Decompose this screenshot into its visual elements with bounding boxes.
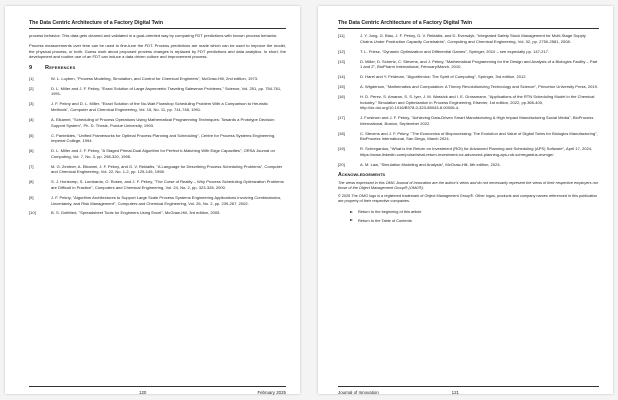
reference-item [338,59,599,70]
reference-text: M. G. Zentner, A. Elkamel, J. F. Pekny, and G. V. Reklaitis, "A Language for Describing Process Scheduling Problems", Computer and Chemical Engineering, Vol. 22, No. 1-2, pp. 125-145, 1998. [51,163,283,175]
reference-item [29,101,286,112]
reference-text: S. J. Honkomp, S. Lombardo, O. Rosen, and J. F. Pekny, "The Curse of Reality – Why Process Scheduling Optimization Problems are Difficult in Practice", Computers and Chemical Engineering, Vol. 24, No. 2, pp. 323-328, 2000. [51,179,284,190]
reference-text: D. Miller, D. Schertz, C. Stevens, and J. Pekny, "Mathematical Programming for the Design and Analysis of a Biologics Facility – Part 1 and 2", BioPharm International, February/March, 2010. [360,58,598,70]
link-label: Return to the beginning of this article [358,209,422,215]
reference-number: [6] [29,148,34,154]
body-paragraph: process behavior. This data gets cleaned and validated in a goal-oriented way by comparing FDT predictions with known process behavior. [29,33,278,38]
reference-number: [3] [29,101,34,107]
reference-number: [18] [338,130,345,136]
reference-text: J. Forstrom and J. F. Pekny, "Achieving Data-Driven Smart Manufacturing & High Impact Manufacturing Social Media", BioProcess International, Boston, September 2022. [360,115,594,126]
reference-number: [17] [338,115,345,121]
reference-number: [4] [29,117,34,123]
reference-number: [7] [29,163,34,169]
left-page [5,6,300,394]
reference-text: W. L. Luyben, "Process Modeling, Simulation, and Control for Chemical Engineers", McGraw-Hill, 2nd edition, 1973. [51,75,259,81]
reference-text: D. Harel and Y. Feldman, "Algorithmics: The Spirit of Computing", Springer, 3rd edition, 2012. [360,74,527,80]
running-head-right: The Data Centric Architecture of a Factory Digital Twin [338,20,599,29]
reference-item [338,84,599,90]
acknowledgements-heading: Acknowledgements [338,172,386,178]
reference-item [338,49,599,55]
reference-item [338,146,599,157]
reference-number: [9] [29,194,34,200]
disclaimer-text: The views expressed in this OMG Journal of Innovation are the author's views and do not necessarily represent the views of their respective employers nor those of the Object Management Group® (OMG®). [338,181,599,191]
page-number: 121 [451,390,459,395]
reference-text: T. L. Friesz, "Dynamic Optimization and Differential Games", Springer, 2010 – see especially pp. 147-217. [360,48,550,54]
reference-text: A. M. Law, "Simulation Modeling and Analysis", McGraw-Hill, 6th edition, 2024. [360,162,501,168]
reference-number: [16] [338,94,345,100]
reference-text: J. Y. Jung, G. Blau, J. F. Pekny, G. V. Reklaitis, and D. Eversdyk, "Integrated Safety Stock Management for Multi-Stage Supply Chains Under Production Capacity Constraints", Computing and Chemical Engineering, Vol. 32, pp. 2750-2581, 2008. [360,33,586,44]
reference-number: [13] [338,58,345,64]
reference-text: A. Wigderson, "Mathematics and Computation: A Theory Revolutionizing Technology and Science", Princeton University Press, 2019. [360,84,599,90]
section-number: 9 [29,64,33,71]
reference-list-right [338,33,599,168]
link-label: Return to the Table of Contents [358,217,412,223]
reference-number: [2] [29,85,34,91]
reference-number: [5] [29,132,34,138]
reference-number: [15] [338,84,345,90]
arrow-right-icon [350,211,353,213]
page-number: 120 [139,390,147,395]
reference-text: D. L. Miller and J. F. Pekny, "Exact Solution of Large Asymmetric Traveling Salesman Problems," Science, Vol. 251, pp. 754-761, 1991. [51,85,282,97]
reference-text: C. Pantelides, "Unified Frameworks for Optimal Process Planning and Scheduling", Centre for Process Systems Engineering, Imperial College, 1994. [51,132,276,144]
reference-number: [14] [338,74,345,80]
reference-item [338,94,599,111]
reference-item [29,133,286,144]
footer-left [29,386,286,395]
reference-number: [1] [29,75,34,81]
copyright-text: © 2025 The OMG logo is a registered trademark of Object Management Group®. Other logos, products and company names referenced in this publication are property of their respective companies. [338,194,598,204]
reference-number: [20] [338,162,345,168]
reference-item [29,86,286,97]
reference-item [338,74,599,80]
reference-item [338,115,599,126]
reference-item [338,162,599,168]
reference-number: [11] [338,33,345,38]
return-to-article-start-link[interactable] [350,209,599,214]
reference-item [29,210,286,216]
reference-item [29,117,286,128]
reference-text: H. D. Perez, S. Amaran, S. S. Iyer, J. M. Wassick and I. E. Grossmann, "Applications of the RTN Scheduling Model in the Chemical Industry." Simulation and Optimization in Process Engineering, Elsevier, 1st edition, 2022, pp.365-400, http://dx.doi.org/10.1016/B978-0-323-85043-8.00006-4. [360,94,595,111]
reference-text: J. F. Pekny, "Algorithm Architectures to Support Large Scale Process Systems Engineering Applications Involving Combinatorics, Uncertainty, and Risk Management", Computers and Chemical Engineering, Vol. 26, No. 2, pp. 239-267, 2002. [51,194,282,206]
reference-text: B. S. Gottfried, "Spreadsheet Tools for Engineers Using Excel", McGraw-Hill, 3rd edition, 2005. [51,210,221,216]
issue-date: February 2025 [257,390,286,395]
reference-text: J. F. Pekny and D. L. Miller, "Exact Solution of the No-Wait Flowshop Scheduling Problem With a Comparison to Heuristic Methods", Computer and Chemical Engineering, Vol. 15, No. 11, pp. 741-748, 1991. [51,101,268,113]
reference-item [29,76,286,82]
section-title: References [45,64,76,71]
journal-name: Journal of Innovation [338,390,379,395]
footer-right [338,386,599,395]
reference-text: R. Schregardus, "What is the Return on Investment (ROI) for Advanced Planning and Scheduling (APS) Software", April 17, 2024, https://www.linkedin.com/pulse/what-return-investment-roi-advanced-planning-aps-rob-schregardus-mvmge/. [360,146,593,158]
reference-number: [19] [338,146,345,152]
reference-text: C. Stevens and J. F. Pekny, "The Economics of Bioprocessing: The Evolution and Value of Digital Twins for Biologics Manufacturing", BioProcess International, San Diego, March 2024. [360,130,598,142]
reference-item [338,131,599,142]
reference-number: [8] [29,179,34,185]
section-heading [29,65,286,71]
arrow-right-icon [350,219,353,221]
reference-item [29,179,286,190]
return-to-toc-link[interactable] [350,218,599,223]
reference-number: [10] [29,210,36,216]
reference-number: [12] [338,48,345,54]
reference-list-left [29,76,286,216]
reference-item [29,195,286,206]
body-paragraph: Process measurements over time can be used to fine-tune the FDT. Process predictions are made which can be used to improve the model, the physical process, or both. Guess work about proposed process changes is replaced by FDT predictions and data analytics. In short, the development and routine use of an FDT can induce a data driven culture and improvement process. [29,43,286,60]
reference-text: D. L. Miller and J. F. Pekny, "A Staged Primal-Dual Algorithm for Perfect b-Matching With Edge Capacities", ORSA Journal on Computing, Vol. 7, No. 3, pp. 298-320, 1995. [51,148,275,159]
reference-item [29,164,286,175]
running-head-left: The Data Centric Architecture of a Factory Digital Twin [29,20,286,29]
reference-item [29,148,286,159]
right-page [318,6,613,394]
reference-item [338,33,599,44]
reference-text: A. Elkamel, "Scheduling of Process Operations Using Mathematical Programming Techniques: Towards a Prototype Decision Support System", Ph. D. Thesis, Purdue University, 1993. [51,117,275,128]
